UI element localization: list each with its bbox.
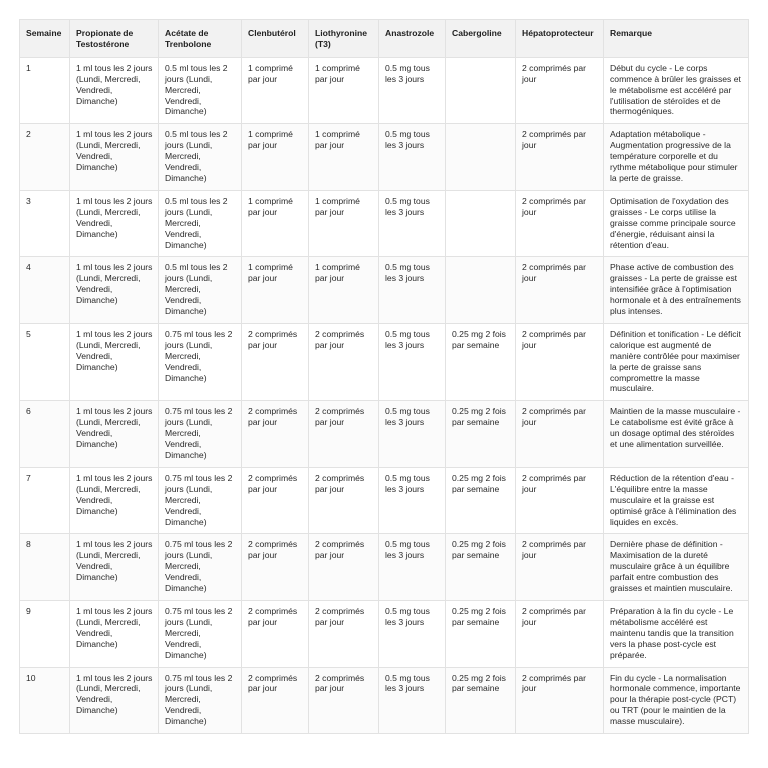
schedule-table: [19, 19, 749, 734]
cell-trenbolone-acetate: 0.75 ml tous les 2 jours (Lundi, Mercredi, Vendredi, Dimanche): [159, 600, 242, 667]
cell-cabergoline: 0.25 mg 2 fois par semaine: [446, 467, 516, 534]
cell-anastrozole: 0.5 mg tous les 3 jours: [379, 57, 446, 124]
cell-anastrozole: 0.5 mg tous les 3 jours: [379, 667, 446, 734]
cell-clenbuterol: 2 comprimés par jour: [242, 323, 309, 400]
cell-liothyronine: 1 comprimé par jour: [309, 124, 379, 191]
cell-anastrozole: 0.5 mg tous les 3 jours: [379, 401, 446, 468]
cell-week: 8: [20, 534, 70, 601]
cell-testosterone-propionate: 1 ml tous les 2 jours (Lundi, Mercredi, Vendredi, Dimanche): [70, 467, 159, 534]
cell-clenbuterol: 2 comprimés par jour: [242, 467, 309, 534]
cell-trenbolone-acetate: 0.5 ml tous les 2 jours (Lundi, Mercredi, Vendredi, Dimanche): [159, 124, 242, 191]
column-header-liothyronine: Liothyronine (T3): [309, 20, 379, 58]
cell-remark: Dernière phase de définition - Maximisation de la dureté musculaire grâce à un équilibre parfait entre combustion des graisses et maintien musculaire.: [604, 534, 749, 601]
cell-week: 2: [20, 124, 70, 191]
cell-liothyronine: 1 comprimé par jour: [309, 190, 379, 257]
cell-testosterone-propionate: 1 ml tous les 2 jours (Lundi, Mercredi, Vendredi, Dimanche): [70, 534, 159, 601]
cell-anastrozole: 0.5 mg tous les 3 jours: [379, 600, 446, 667]
cell-hepatoprotector: 2 comprimés par jour: [516, 57, 604, 124]
column-header-trenbolone-acetate: Acétate de Trenbolone: [159, 20, 242, 58]
schedule-table-container: [19, 19, 748, 734]
column-header-clenbuterol: Clenbutérol: [242, 20, 309, 58]
cell-trenbolone-acetate: 0.75 ml tous les 2 jours (Lundi, Mercredi, Vendredi, Dimanche): [159, 323, 242, 400]
cell-clenbuterol: 1 comprimé par jour: [242, 190, 309, 257]
cell-week: 4: [20, 257, 70, 324]
table-row: [20, 323, 749, 400]
table-row: [20, 401, 749, 468]
cell-hepatoprotector: 2 comprimés par jour: [516, 190, 604, 257]
cell-cabergoline: [446, 57, 516, 124]
cell-hepatoprotector: 2 comprimés par jour: [516, 600, 604, 667]
cell-testosterone-propionate: 1 ml tous les 2 jours (Lundi, Mercredi, Vendredi, Dimanche): [70, 124, 159, 191]
cell-trenbolone-acetate: 0.75 ml tous les 2 jours (Lundi, Mercredi, Vendredi, Dimanche): [159, 467, 242, 534]
cell-week: 1: [20, 57, 70, 124]
cell-trenbolone-acetate: 0.5 ml tous les 2 jours (Lundi, Mercredi, Vendredi, Dimanche): [159, 57, 242, 124]
cell-remark: Début du cycle - Le corps commence à brûler les graisses et le métabolisme est accéléré par l'utilisation de stéroïdes et de thermogéniques.: [604, 57, 749, 124]
cell-testosterone-propionate: 1 ml tous les 2 jours (Lundi, Mercredi, Vendredi, Dimanche): [70, 401, 159, 468]
cell-trenbolone-acetate: 0.75 ml tous les 2 jours (Lundi, Mercredi, Vendredi, Dimanche): [159, 401, 242, 468]
table-row: [20, 467, 749, 534]
cell-liothyronine: 1 comprimé par jour: [309, 57, 379, 124]
cell-trenbolone-acetate: 0.5 ml tous les 2 jours (Lundi, Mercredi, Vendredi, Dimanche): [159, 257, 242, 324]
cell-liothyronine: 1 comprimé par jour: [309, 257, 379, 324]
cell-hepatoprotector: 2 comprimés par jour: [516, 467, 604, 534]
cell-liothyronine: 2 comprimés par jour: [309, 401, 379, 468]
cell-remark: Fin du cycle - La normalisation hormonale commence, importante pour la thérapie post-cycle (PCT) ou TRT (pour le maintien de la masse musculaire).: [604, 667, 749, 734]
cell-trenbolone-acetate: 0.75 ml tous les 2 jours (Lundi, Mercredi, Vendredi, Dimanche): [159, 534, 242, 601]
cell-liothyronine: 2 comprimés par jour: [309, 467, 379, 534]
cell-hepatoprotector: 2 comprimés par jour: [516, 667, 604, 734]
cell-remark: Maintien de la masse musculaire - Le catabolisme est évité grâce à un dosage optimal des stéroïdes et une alimentation surveillée.: [604, 401, 749, 468]
cell-hepatoprotector: 2 comprimés par jour: [516, 257, 604, 324]
column-header-anastrozole: Anastrozole: [379, 20, 446, 58]
column-header-cabergoline: Cabergoline: [446, 20, 516, 58]
cell-clenbuterol: 2 comprimés par jour: [242, 401, 309, 468]
cell-trenbolone-acetate: 0.5 ml tous les 2 jours (Lundi, Mercredi, Vendredi, Dimanche): [159, 190, 242, 257]
cell-trenbolone-acetate: 0.75 ml tous les 2 jours (Lundi, Mercredi, Vendredi, Dimanche): [159, 667, 242, 734]
table-row: [20, 534, 749, 601]
cell-cabergoline: [446, 124, 516, 191]
cell-anastrozole: 0.5 mg tous les 3 jours: [379, 190, 446, 257]
cell-testosterone-propionate: 1 ml tous les 2 jours (Lundi, Mercredi, Vendredi, Dimanche): [70, 667, 159, 734]
table-row: [20, 57, 749, 124]
cell-cabergoline: 0.25 mg 2 fois par semaine: [446, 323, 516, 400]
cell-week: 5: [20, 323, 70, 400]
column-header-remark: Remarque: [604, 20, 749, 58]
cell-clenbuterol: 2 comprimés par jour: [242, 667, 309, 734]
cell-clenbuterol: 1 comprimé par jour: [242, 124, 309, 191]
column-header-testosterone-propionate: Propionate de Testostérone: [70, 20, 159, 58]
cell-liothyronine: 2 comprimés par jour: [309, 600, 379, 667]
column-header-hepatoprotector: Hépatoprotecteur: [516, 20, 604, 58]
cell-remark: Préparation à la fin du cycle - Le métabolisme accéléré est maintenu tandis que la transition vers la phase post-cycle est préparée.: [604, 600, 749, 667]
cell-anastrozole: 0.5 mg tous les 3 jours: [379, 257, 446, 324]
column-header-week: Semaine: [20, 20, 70, 58]
cell-testosterone-propionate: 1 ml tous les 2 jours (Lundi, Mercredi, Vendredi, Dimanche): [70, 57, 159, 124]
cell-testosterone-propionate: 1 ml tous les 2 jours (Lundi, Mercredi, Vendredi, Dimanche): [70, 257, 159, 324]
table-row: [20, 190, 749, 257]
cell-clenbuterol: 2 comprimés par jour: [242, 600, 309, 667]
table-row: [20, 667, 749, 734]
cell-testosterone-propionate: 1 ml tous les 2 jours (Lundi, Mercredi, Vendredi, Dimanche): [70, 600, 159, 667]
cell-testosterone-propionate: 1 ml tous les 2 jours (Lundi, Mercredi, Vendredi, Dimanche): [70, 323, 159, 400]
cell-remark: Définition et tonification - Le déficit calorique est augmenté de manière contrôlée pour maximiser la perte de graisse sans compromettre la masse musculaire.: [604, 323, 749, 400]
cell-hepatoprotector: 2 comprimés par jour: [516, 534, 604, 601]
cell-testosterone-propionate: 1 ml tous les 2 jours (Lundi, Mercredi, Vendredi, Dimanche): [70, 190, 159, 257]
cell-week: 9: [20, 600, 70, 667]
cell-clenbuterol: 2 comprimés par jour: [242, 534, 309, 601]
cell-cabergoline: 0.25 mg 2 fois par semaine: [446, 534, 516, 601]
cell-hepatoprotector: 2 comprimés par jour: [516, 323, 604, 400]
cell-hepatoprotector: 2 comprimés par jour: [516, 401, 604, 468]
cell-liothyronine: 2 comprimés par jour: [309, 534, 379, 601]
table-row: [20, 257, 749, 324]
cell-cabergoline: 0.25 mg 2 fois par semaine: [446, 401, 516, 468]
cell-cabergoline: 0.25 mg 2 fois par semaine: [446, 600, 516, 667]
cell-remark: Phase active de combustion des graisses - La perte de graisse est intensifiée grâce à l'optimisation hormonale et à des entraînements plus intenses.: [604, 257, 749, 324]
cell-anastrozole: 0.5 mg tous les 3 jours: [379, 323, 446, 400]
cell-liothyronine: 2 comprimés par jour: [309, 323, 379, 400]
table-body: [20, 57, 749, 733]
cell-week: 10: [20, 667, 70, 734]
cell-week: 3: [20, 190, 70, 257]
cell-anastrozole: 0.5 mg tous les 3 jours: [379, 467, 446, 534]
cell-clenbuterol: 1 comprimé par jour: [242, 257, 309, 324]
table-header-row: [20, 20, 749, 58]
cell-week: 7: [20, 467, 70, 534]
cell-remark: Réduction de la rétention d'eau - L'équilibre entre la masse musculaire et la graisse est optimisé grâce à l'élimination des liquides en excès.: [604, 467, 749, 534]
cell-remark: Optimisation de l'oxydation des graisses - Le corps utilise la graisse comme principale source d'énergie, réduisant ainsi la rétention d'eau.: [604, 190, 749, 257]
cell-hepatoprotector: 2 comprimés par jour: [516, 124, 604, 191]
cell-cabergoline: [446, 190, 516, 257]
cell-cabergoline: [446, 257, 516, 324]
cell-anastrozole: 0.5 mg tous les 3 jours: [379, 534, 446, 601]
cell-cabergoline: 0.25 mg 2 fois par semaine: [446, 667, 516, 734]
cell-anastrozole: 0.5 mg tous les 3 jours: [379, 124, 446, 191]
cell-clenbuterol: 1 comprimé par jour: [242, 57, 309, 124]
table-row: [20, 124, 749, 191]
cell-remark: Adaptation métabolique - Augmentation progressive de la température corporelle et du rythme métabolique pour stimuler la perte de graisse.: [604, 124, 749, 191]
table-row: [20, 600, 749, 667]
cell-liothyronine: 2 comprimés par jour: [309, 667, 379, 734]
cell-week: 6: [20, 401, 70, 468]
